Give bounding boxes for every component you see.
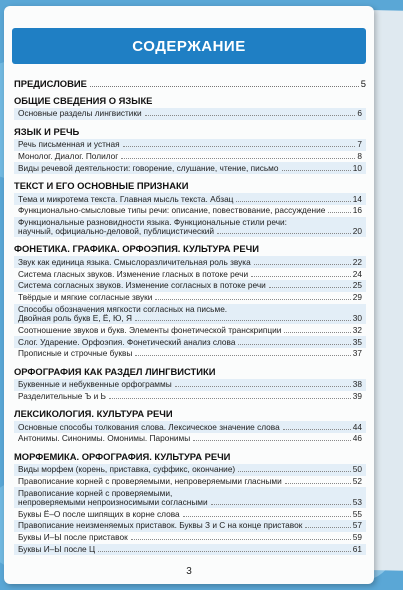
entry-page-number: 24 [352,268,362,279]
toc-entry [14,532,366,544]
section-heading-text: ОБЩИЕ СВЕДЕНИЯ О ЯЗЫКЕ [14,95,153,106]
entry-page-number: 59 [352,532,362,543]
entry-page-number: 10 [352,162,362,173]
section-heading [14,95,366,106]
entry-text: Тема и микротема текста. Главная мысль текста. Абзац [18,193,234,204]
section-heading-text: ФОНЕТИКА. ГРАФИКА. ОРФОЭПИЯ. КУЛЬТУРА РЕЧИ [14,243,260,255]
toc-entry [14,256,366,268]
section-heading-text: ТЕКСТ И ЕГО ОСНОВНЫЕ ПРИЗНАКИ [14,180,189,192]
dot-leader [193,440,351,441]
toc-entry [14,292,366,304]
entry-text: Правописание корней с проверяемыми, [18,487,173,498]
toc-entry [14,304,366,325]
toc-entry [14,464,366,476]
dot-leader [155,299,350,300]
entry-text: Буквы Ё–О после шипящих в корне слова [18,508,180,519]
section-heading [14,408,366,419]
entry-page-number: 8 [357,150,362,161]
table-of-contents [14,72,366,555]
toc-entry [14,205,366,217]
section-heading-text: МОРФЕМИКА. ОРФОГРАФИЯ. КУЛЬТУРА РЕЧИ [14,450,231,462]
dot-leader [121,158,355,159]
toc-entry [14,139,366,151]
dot-leader [238,344,350,345]
toc-entry [14,391,366,403]
dot-leader [251,276,351,277]
toc-entry [14,108,366,120]
dot-leader [90,86,359,87]
dot-leader [123,146,356,147]
page-number: 3 [186,566,192,577]
dot-leader [282,170,351,171]
section-heading [14,366,366,377]
entry-text: Правописание корней с проверяемыми, непроверяемыми гласными [18,476,282,487]
entry-page-number: 7 [357,139,362,150]
toc-entry [14,421,366,433]
dot-leader [145,115,356,116]
dot-leader [254,264,351,265]
toc-entry [14,433,366,445]
entry-page-number: 52 [352,476,362,487]
entry-page-number: 61 [352,543,362,554]
entry-page-number: 6 [357,108,362,119]
entry-page-number: 39 [352,390,362,401]
toc-entry [14,544,366,556]
toc-entry [14,268,366,280]
dot-leader [175,386,351,387]
entry-text: Прописные и строчные буквы [18,348,133,359]
dot-leader [284,332,350,333]
toc-entry [14,193,366,205]
dot-leader [236,201,350,202]
section-heading-text: ПРЕДИСЛОВИЕ [14,78,87,89]
dot-leader [135,320,351,321]
section-heading-text: ЯЗЫК И РЕЧЬ [14,125,80,137]
toc-entry [14,280,366,292]
section-page-number: 5 [360,78,366,89]
section-heading [14,243,366,254]
toc-entry [14,487,366,508]
dot-leader [238,471,351,472]
entry-text: Виды морфем (корень, приставка, суффикс, окончание) [18,464,236,475]
entry-text: Функционально-смысловые типы речи: описание, повествование, рассуждение [18,205,326,216]
toc-entry [14,379,366,391]
book-page [4,6,374,584]
entry-page-number: 30 [352,312,362,323]
toc-entry [14,162,366,174]
dot-leader [217,233,351,234]
toc-entry [14,508,366,520]
entry-text: Способы обозначения мягкости согласных на письме. [18,303,228,314]
section-heading-text: ОРФОГРАФИЯ КАК РАЗДЕЛ ЛИНГВИСТИКИ [14,365,216,377]
entry-page-number: 57 [352,520,362,531]
page-title: СОДЕРЖАНИЕ [132,37,246,55]
entry-text: Буквы И–Ы после приставок [18,532,128,543]
dot-leader [109,398,351,399]
entry-page-number: 53 [352,496,362,507]
entry-text: Система согласных звуков. Изменение согласных в потоке речи [18,280,266,291]
entry-text: Антонимы. Синонимы. Омонимы. Паронимы [18,433,191,444]
entry-text: Монолог. Диалог. Полилог [18,150,119,161]
dot-leader [305,527,350,528]
dot-leader [285,483,351,484]
dot-leader [283,429,351,430]
entry-page-number: 44 [352,421,362,432]
entry-text: Соотношение звуков и букв. Элементы фонетической транскрипции [18,324,282,335]
entry-text-continued: Двойная роль букв Е, Ё, Ю, Я [18,312,133,323]
entry-text: Основные способы толкования слова. Лексическое значение слова [18,421,280,432]
entry-page-number: 37 [352,348,362,359]
entry-page-number: 16 [352,205,362,216]
section-heading-text: ЛЕКСИКОЛОГИЯ. КУЛЬТУРА РЕЧИ [14,408,173,420]
title-band [12,28,366,64]
entry-text: Правописание неизменяемых приставок. Буквы З и С на конце приставок [18,520,303,531]
toc-entry [14,336,366,348]
toc-entry [14,217,366,238]
section-heading [14,126,366,137]
toc-entry [14,520,366,532]
entry-text-continued: научный, официально-деловой, публицистический [18,226,215,237]
entry-text: Твёрдые и мягкие согласные звуки [18,292,153,303]
toc-entry [14,476,366,488]
entry-page-number: 14 [352,193,362,204]
entry-text: Виды речевой деятельности: говорение, слушание, чтение, письмо [18,162,279,173]
toc-entry [14,151,366,163]
entry-page-number: 22 [352,256,362,267]
dot-leader [98,551,351,552]
entry-text: Система гласных звуков. Изменение гласных в потоке речи [18,268,249,279]
dot-leader [131,539,351,540]
entry-page-number: 35 [352,336,362,347]
entry-page-number: 29 [352,292,362,303]
entry-text: Слог. Ударение. Орфоэпия. Фонетический анализ слова [18,336,236,347]
entry-text: Основные разделы лингвистики [18,108,142,119]
entry-page-number: 20 [352,226,362,237]
dot-leader [269,287,351,288]
entry-text: Звук как единица языка. Смыслоразличительная роль звука [18,256,251,267]
entry-text: Разделительные Ъ и Ь [18,390,106,401]
dot-leader [135,355,350,356]
entry-page-number: 38 [352,379,362,390]
section-heading [14,180,366,191]
entry-text: Буквенные и небуквенные орфограммы [18,379,172,390]
section-heading [14,78,366,89]
dot-leader [183,516,351,517]
entry-page-number: 25 [352,280,362,291]
entry-text: Речь письменная и устная [18,139,120,150]
toc-entry [14,324,366,336]
dot-leader [211,504,351,505]
entry-page-number: 32 [352,324,362,335]
toc-entry [14,348,366,360]
section-heading [14,451,366,462]
entry-page-number: 50 [352,464,362,475]
entry-text-continued: непроверяемыми непроизносимыми согласными [18,496,208,507]
entry-text: Буквы И–Ы после Ц [18,543,96,554]
entry-page-number: 46 [352,433,362,444]
entry-text: Функциональные разновидности языка. Функциональные стили речи: [18,217,287,228]
dot-leader [328,212,350,213]
entry-page-number: 55 [352,508,362,519]
